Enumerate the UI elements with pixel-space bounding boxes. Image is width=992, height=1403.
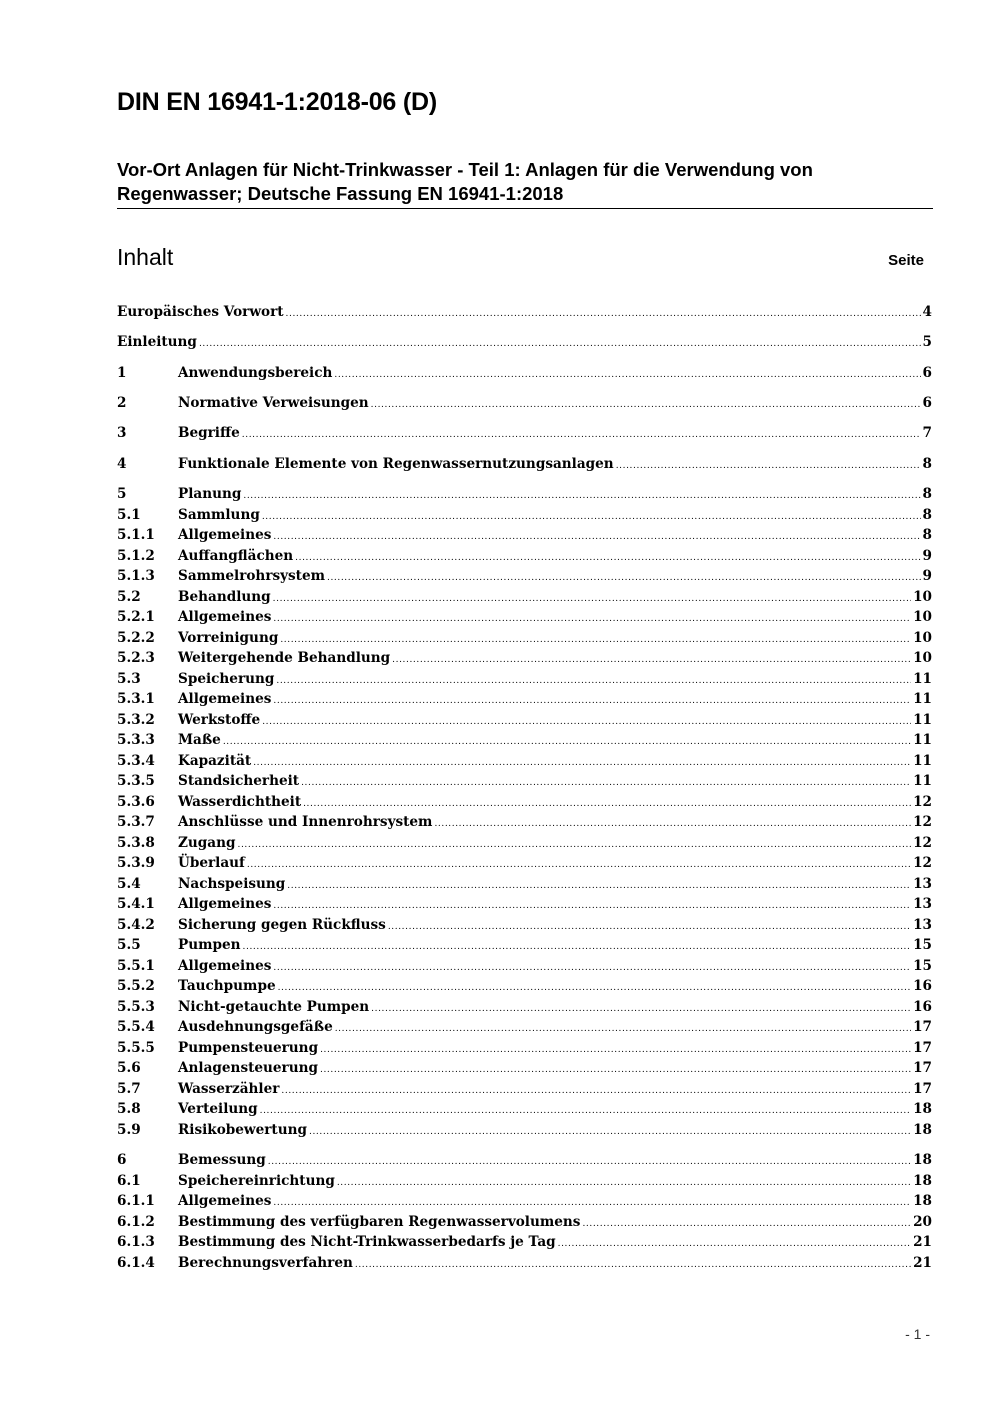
toc-entry[interactable] xyxy=(117,935,932,955)
toc-entry-number: 5.3.2 xyxy=(117,712,155,728)
toc-dot-leader xyxy=(268,1152,911,1172)
page-number: - 1 - xyxy=(905,1326,930,1342)
toc-dot-leader xyxy=(301,773,911,793)
toc-dot-leader xyxy=(320,1040,911,1060)
toc-entry-number: 5.4 xyxy=(117,876,141,892)
toc-entry-title: Ausdehnungsgefäße xyxy=(178,1019,333,1035)
toc-dot-leader xyxy=(273,896,911,916)
toc-dot-leader xyxy=(388,917,911,937)
toc-entry-title: Funktionale Elemente von Regenwassernutzungsanlagen xyxy=(178,456,614,472)
toc-entry-title: Speicherung xyxy=(178,671,275,687)
toc-entry-page: 12 xyxy=(913,814,932,830)
toc-dot-leader xyxy=(582,1214,911,1234)
toc-entry-number: 5.5.2 xyxy=(117,978,155,994)
toc-entry-number: 5.6 xyxy=(117,1060,141,1076)
toc-entry[interactable] xyxy=(117,363,932,383)
toc-entry-page: 8 xyxy=(922,507,932,523)
toc-entry-number: 6.1.4 xyxy=(117,1255,155,1271)
toc-entry-title: Wasserdichtheit xyxy=(178,794,302,810)
toc-dot-leader xyxy=(337,1173,911,1193)
toc-entry-number: 5.3.6 xyxy=(117,794,155,810)
toc-dot-leader xyxy=(327,568,921,588)
toc-entry-page: 18 xyxy=(913,1173,932,1189)
toc-entry-title: Anlagensteuerung xyxy=(178,1060,318,1076)
toc-entry-number: 5.3 xyxy=(117,671,141,687)
toc-entry-number: 5.7 xyxy=(117,1081,141,1097)
toc-entry[interactable] xyxy=(117,1171,932,1191)
toc-entry[interactable] xyxy=(117,454,932,474)
toc-entry-page: 21 xyxy=(913,1234,932,1250)
toc-entry-number: 5.5.3 xyxy=(117,999,155,1015)
toc-entry-number: 5.3.5 xyxy=(117,773,155,789)
toc-entry[interactable] xyxy=(117,505,932,525)
toc-dot-leader xyxy=(295,548,920,568)
toc-dot-leader xyxy=(253,753,911,773)
toc-entry-page: 21 xyxy=(913,1255,932,1271)
toc-dot-leader xyxy=(276,671,911,691)
toc-dot-leader xyxy=(371,395,921,415)
toc-entry-title: Normative Verweisungen xyxy=(178,395,369,411)
toc-entry-page: 18 xyxy=(913,1122,932,1138)
toc-entry-page: 17 xyxy=(913,1060,932,1076)
toc-entry-page: 10 xyxy=(913,609,932,625)
toc-entry[interactable] xyxy=(117,302,932,322)
toc-entry-page: 15 xyxy=(913,937,932,953)
toc-dot-leader xyxy=(320,1060,911,1080)
toc-entry-title: Werkstoffe xyxy=(178,712,261,728)
toc-entry-title: Anschlüsse und Innenrohrsystem xyxy=(178,814,433,830)
toc-dot-leader xyxy=(243,486,920,506)
toc-entry-page: 8 xyxy=(922,456,932,472)
toc-entry-title: Nicht-getauchte Pumpen xyxy=(178,999,370,1015)
toc-entry-title: Risikobewertung xyxy=(178,1122,307,1138)
toc-entry-title: Allgemeines xyxy=(178,958,272,974)
toc-entry-page: 18 xyxy=(913,1193,932,1209)
toc-entry-title: Pumpensteuerung xyxy=(178,1040,319,1056)
toc-entry-title: Tauchpumpe xyxy=(178,978,276,994)
toc-entry[interactable] xyxy=(117,484,932,504)
toc-dot-leader xyxy=(392,650,911,670)
toc-dot-leader xyxy=(273,1193,911,1213)
toc-entry-page: 18 xyxy=(913,1101,932,1117)
toc-dot-leader xyxy=(273,691,911,711)
toc-entry-page: 16 xyxy=(913,978,932,994)
toc-entry-page: 16 xyxy=(913,999,932,1015)
toc-page-column-label: Seite xyxy=(888,252,924,269)
toc-entry-title: Begriffe xyxy=(178,425,240,441)
toc-entry-title: Weitergehende Behandlung xyxy=(178,650,391,666)
toc-entry[interactable] xyxy=(117,812,932,832)
toc-entry-number: 3 xyxy=(117,425,127,441)
toc-entry[interactable] xyxy=(117,1017,932,1037)
toc-entry-page: 11 xyxy=(913,712,932,728)
toc-entry[interactable] xyxy=(117,1232,932,1252)
toc-entry-number: 5.8 xyxy=(117,1101,141,1117)
toc-entry-title: Anwendungsbereich xyxy=(178,365,333,381)
document-id: DIN EN 16941-1:2018-06 (D) xyxy=(117,88,437,116)
toc-dot-leader xyxy=(273,527,920,547)
toc-entry[interactable] xyxy=(117,1099,932,1119)
toc-entry-title: Zugang xyxy=(178,835,236,851)
toc-entry-number: 5.2.1 xyxy=(117,609,155,625)
toc-entry-title: Auffangflächen xyxy=(178,548,294,564)
toc-entry-page: 6 xyxy=(922,395,932,411)
toc-entry-number: 1 xyxy=(117,365,127,381)
toc-entry[interactable] xyxy=(117,332,932,352)
toc-entry-number: 5.9 xyxy=(117,1122,141,1138)
toc-entry-title: Sammelrohrsystem xyxy=(178,568,325,584)
toc-entry-page: 11 xyxy=(913,671,932,687)
toc-dot-leader xyxy=(281,1081,911,1101)
toc-entry[interactable] xyxy=(117,1058,932,1078)
toc-entry-number: 5.3.3 xyxy=(117,732,155,748)
toc-entry[interactable] xyxy=(117,689,932,709)
toc-entry-number: 5.1.1 xyxy=(117,527,155,543)
toc-entry-page: 6 xyxy=(922,365,932,381)
toc-entry[interactable] xyxy=(117,915,932,935)
toc-entry-title: Allgemeines xyxy=(178,527,272,543)
toc-entry[interactable] xyxy=(117,628,932,648)
toc-entry[interactable] xyxy=(117,1191,932,1211)
toc-entry-title: Wasserzähler xyxy=(178,1081,280,1097)
toc-entry-number: 5 xyxy=(117,486,127,502)
toc-entry-number: 6.1.2 xyxy=(117,1214,155,1230)
toc-entry-page: 11 xyxy=(913,732,932,748)
toc-entry[interactable] xyxy=(117,587,932,607)
toc-entry-page: 9 xyxy=(922,568,932,584)
toc-entry-title: Standsicherheit xyxy=(178,773,300,789)
toc-entry-number: 6.1.1 xyxy=(117,1193,155,1209)
toc-entry-title: Behandlung xyxy=(178,589,271,605)
toc-dot-leader xyxy=(280,630,911,650)
toc-dot-leader xyxy=(371,999,911,1019)
toc-entry-page: 20 xyxy=(913,1214,932,1230)
toc-entry-title: Allgemeines xyxy=(178,896,272,912)
toc-dot-leader xyxy=(199,334,921,354)
toc-dot-leader xyxy=(334,365,920,385)
toc-dot-leader xyxy=(247,855,911,875)
toc-entry[interactable] xyxy=(117,1253,932,1273)
toc-entry-number: 5.5.4 xyxy=(117,1019,155,1035)
toc-dot-leader xyxy=(303,794,911,814)
toc-entry-page: 17 xyxy=(913,1081,932,1097)
toc-dot-leader xyxy=(335,1019,911,1039)
toc-entry-page: 17 xyxy=(913,1040,932,1056)
toc-dot-leader xyxy=(273,609,911,629)
toc-dot-leader xyxy=(223,732,911,752)
toc-entry-title: Maße xyxy=(178,732,221,748)
toc-entry-title: Bestimmung des verfügbaren Regenwasservolumens xyxy=(178,1214,581,1230)
toc-entry-page: 11 xyxy=(913,691,932,707)
toc-dot-leader xyxy=(260,1101,911,1121)
toc-dot-leader xyxy=(273,958,911,978)
toc-entry-number: 5.3.4 xyxy=(117,753,155,769)
toc-entry[interactable] xyxy=(117,853,932,873)
toc-entry-title: Überlauf xyxy=(178,855,245,871)
toc-entry-number: 5.3.7 xyxy=(117,814,155,830)
toc-entry-page: 12 xyxy=(913,794,932,810)
toc-dot-leader xyxy=(262,507,921,527)
toc-entry-title: Planung xyxy=(178,486,242,502)
toc-entry-number: 5.2.2 xyxy=(117,630,155,646)
toc-entry-page: 7 xyxy=(922,425,932,441)
toc-entry-title: Verteilung xyxy=(178,1101,258,1117)
toc-dot-leader xyxy=(434,814,911,834)
toc-entry-page: 12 xyxy=(913,855,932,871)
toc-entry-number: 6.1.3 xyxy=(117,1234,155,1250)
toc-entry-title: Speichereinrichtung xyxy=(178,1173,335,1189)
toc-entry-page: 8 xyxy=(922,527,932,543)
toc-entry-number: 5.3.8 xyxy=(117,835,155,851)
toc-entry-number: 5.3.9 xyxy=(117,855,155,871)
toc-entry[interactable] xyxy=(117,874,932,894)
toc-entry[interactable] xyxy=(117,997,932,1017)
toc-entry[interactable] xyxy=(117,607,932,627)
toc-entry-page: 8 xyxy=(922,486,932,502)
toc-entry-number: 5.4.2 xyxy=(117,917,155,933)
toc-entry-page: 12 xyxy=(913,835,932,851)
toc-entry-page: 18 xyxy=(913,1152,932,1168)
toc-entry[interactable] xyxy=(117,751,932,771)
toc-entry-title: Vorreinigung xyxy=(178,630,279,646)
toc-entry[interactable] xyxy=(117,894,932,914)
toc-entry[interactable] xyxy=(117,1212,932,1232)
toc-entry-page: 10 xyxy=(913,630,932,646)
toc-entry[interactable] xyxy=(117,546,932,566)
toc-dot-leader xyxy=(616,456,921,476)
toc-heading: Inhalt xyxy=(117,244,174,270)
toc-entry-page: 10 xyxy=(913,589,932,605)
toc-entry-page: 15 xyxy=(913,958,932,974)
toc-entry-title: Bemessung xyxy=(178,1152,266,1168)
toc-entry-number: 5.5.5 xyxy=(117,1040,155,1056)
toc-entry[interactable] xyxy=(117,669,932,689)
toc-dot-leader xyxy=(243,937,912,957)
toc-dot-leader xyxy=(273,589,911,609)
toc-entry-number: 5.1 xyxy=(117,507,141,523)
toc-dot-leader xyxy=(242,425,921,445)
toc-entry[interactable] xyxy=(117,423,932,443)
toc-entry-number: 5.5 xyxy=(117,937,141,953)
toc-dot-leader xyxy=(355,1255,911,1275)
toc-entry-title: Bestimmung des Nicht-Trinkwasserbedarfs je Tag xyxy=(178,1234,556,1250)
toc-entry-title: Allgemeines xyxy=(178,609,272,625)
toc-entry[interactable] xyxy=(117,1038,932,1058)
toc-dot-leader xyxy=(286,304,921,324)
toc-entry-page: 13 xyxy=(913,917,932,933)
toc-entry-page: 11 xyxy=(913,773,932,789)
toc-entry[interactable] xyxy=(117,771,932,791)
toc-dot-leader xyxy=(278,978,911,998)
toc-entry[interactable] xyxy=(117,1150,932,1170)
toc-entry-page: 9 xyxy=(922,548,932,564)
toc-entry-title: Nachspeisung xyxy=(178,876,286,892)
toc-dot-leader xyxy=(238,835,912,855)
toc-dot-leader xyxy=(309,1122,911,1142)
toc-entry[interactable] xyxy=(117,1079,932,1099)
toc-entry-page: 13 xyxy=(913,896,932,912)
toc-entry-number: 2 xyxy=(117,395,127,411)
toc-entry-title: Allgemeines xyxy=(178,691,272,707)
toc-entry-number: 5.5.1 xyxy=(117,958,155,974)
toc-entry[interactable] xyxy=(117,566,932,586)
toc-entry[interactable] xyxy=(117,525,932,545)
toc-entry-page: 17 xyxy=(913,1019,932,1035)
toc-entry-page: 5 xyxy=(922,334,932,350)
toc-entry-title: Kapazität xyxy=(178,753,252,769)
toc-entry-number: 5.2.3 xyxy=(117,650,155,666)
toc-entry-page: 10 xyxy=(913,650,932,666)
toc-entry-number: 6.1 xyxy=(117,1173,141,1189)
document-title: Vor-Ort Anlagen für Nicht-Trinkwasser - Teil 1: Anlagen für die Verwendung von Regenwasser; Deutsche Fassung EN 16941-1:2018 xyxy=(117,158,933,209)
toc-entry-number: 5.1.2 xyxy=(117,548,155,564)
toc-entry-number: 5.3.1 xyxy=(117,691,155,707)
toc-dot-leader xyxy=(558,1234,911,1254)
toc-entry[interactable] xyxy=(117,1120,932,1140)
toc-entry-title: Sammlung xyxy=(178,507,260,523)
toc-entry-number: 4 xyxy=(117,456,127,472)
toc-entry[interactable] xyxy=(117,956,932,976)
toc-entry-title: Allgemeines xyxy=(178,1193,272,1209)
toc-entry[interactable] xyxy=(117,792,932,812)
toc-entry-title: Pumpen xyxy=(178,937,241,953)
toc-entry-page: 4 xyxy=(922,304,932,320)
toc-entry-page: 11 xyxy=(913,753,932,769)
toc-entry-title: Einleitung xyxy=(117,334,197,350)
toc-entry-title: Berechnungsverfahren xyxy=(178,1255,353,1271)
toc-entry[interactable] xyxy=(117,730,932,750)
toc-entry-number: 5.2 xyxy=(117,589,141,605)
toc-entry-page: 13 xyxy=(913,876,932,892)
toc-dot-leader xyxy=(262,712,911,732)
toc-entry[interactable] xyxy=(117,393,932,413)
toc-entry[interactable] xyxy=(117,648,932,668)
toc-entry-number: 5.4.1 xyxy=(117,896,155,912)
toc-entry-title: Europäisches Vorwort xyxy=(117,304,284,320)
toc-dot-leader xyxy=(287,876,911,896)
toc-entry[interactable] xyxy=(117,976,932,996)
toc-entry[interactable] xyxy=(117,833,932,853)
toc-entry-number: 6 xyxy=(117,1152,127,1168)
toc-entry-number: 5.1.3 xyxy=(117,568,155,584)
toc-entry-title: Sicherung gegen Rückfluss xyxy=(178,917,386,933)
toc-entry[interactable] xyxy=(117,710,932,730)
